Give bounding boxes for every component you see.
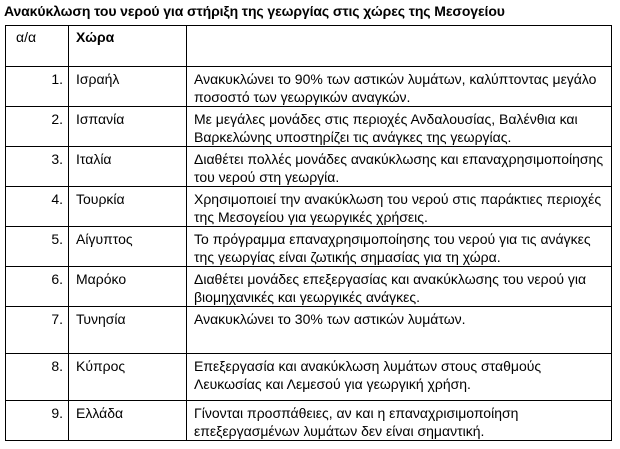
row-description: Ανακυκλώνει το 90% των αστικών λυμάτων, καλύπτοντας μεγάλο ποσοστό των γεωργικών αναγκών. — [187, 67, 612, 107]
header-number: α/α — [6, 26, 69, 67]
row-description: Γίνονται προσπάθειες, αν και η επαναχρισιμοποίηση επεξεργασμένων λυμάτων δεν είναι σημαντική. — [187, 401, 612, 441]
row-number: 3. — [6, 147, 69, 187]
row-description: Το πρόγραμμα επαναχρησιμοποίησης του νερού για τις ανάγκες της γεωργίας είναι ζωτικής σημασίας για τη χώρα. — [187, 227, 612, 267]
row-country: Ιταλία — [69, 147, 187, 187]
row-country: Αίγυπτος — [69, 227, 187, 267]
row-number: 9. — [6, 401, 69, 441]
row-number: 5. — [6, 227, 69, 267]
row-number: 7. — [6, 307, 69, 354]
table-row — [6, 307, 612, 354]
table-row — [6, 107, 612, 147]
document-title: Ανακύκλωση του νερού για στήριξη της γεωργίας στις χώρες της Μεσογείου — [4, 3, 505, 19]
header-description — [187, 26, 612, 67]
row-country: Ισραήλ — [69, 67, 187, 107]
row-country: Μαρόκο — [69, 267, 187, 307]
header-country: Χώρα — [69, 26, 187, 67]
table-row — [6, 147, 612, 187]
row-country: Τουρκία — [69, 187, 187, 227]
row-country: Τυνησία — [69, 307, 187, 354]
countries-table — [5, 25, 612, 441]
row-country: Ελλάδα — [69, 401, 187, 441]
row-description: Διαθέτει πολλές μονάδες ανακύκλωσης και επαναχρησιμοποίησης του νερού στη γεωργία. — [187, 147, 612, 187]
row-number: 1. — [6, 67, 69, 107]
row-country: Κύπρος — [69, 354, 187, 401]
table-row — [6, 187, 612, 227]
row-number: 8. — [6, 354, 69, 401]
table-header-row — [6, 26, 612, 67]
row-number: 6. — [6, 267, 69, 307]
row-number: 4. — [6, 187, 69, 227]
row-description: Χρησιμοποιεί την ανακύκλωση του νερού στις παράκτιες περιοχές της Μεσογείου για γεωργικές χρήσεις. — [187, 187, 612, 227]
table-row — [6, 401, 612, 441]
table-row — [6, 267, 612, 307]
row-description: Διαθέτει μονάδες επεξεργασίας και ανακύκλωσης του νερού για βιομηχανικές και γεωργικές ανάγκες. — [187, 267, 612, 307]
row-description: Ανακυκλώνει το 30% των αστικών λυμάτων. — [187, 307, 612, 354]
row-description: Επεξεργασία και ανακύκλωση λυμάτων στους σταθμούς Λευκωσίας και Λεμεσού για γεωργική χρήση. — [187, 354, 612, 401]
row-number: 2. — [6, 107, 69, 147]
table-row — [6, 67, 612, 107]
table-row — [6, 227, 612, 267]
row-description: Με μεγάλες μονάδες στις περιοχές Ανδαλουσίας, Βαλένθια και Βαρκελώνης υποστηρίζει τις ανάγκες της γεωργίας. — [187, 107, 612, 147]
table-row — [6, 354, 612, 401]
row-country: Ισπανία — [69, 107, 187, 147]
